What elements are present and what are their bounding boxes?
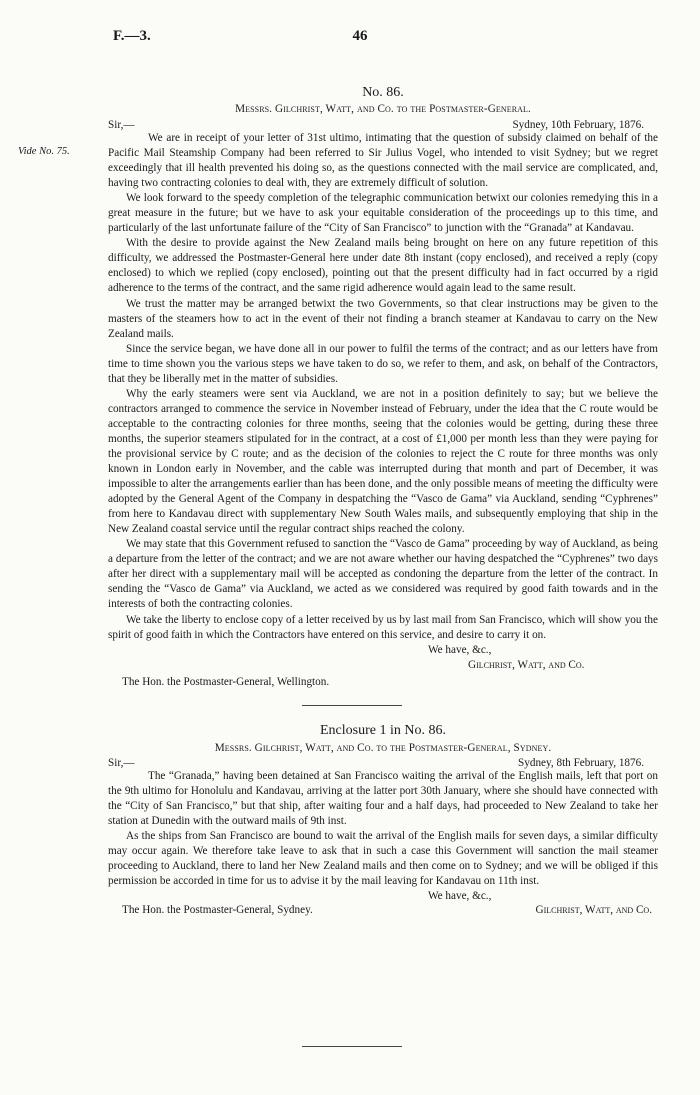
letter-from-to: Messrs. Gilchrist, Watt, and Co. to the Postmaster-General. [235,103,531,115]
enclosure-1 [108,723,658,916]
signature: Gilchrist, Watt, and Co. [535,904,652,917]
section-divider [302,1046,402,1047]
addressee: The Hon. the Postmaster-General, Wellington. [122,675,330,688]
salutation: Sir,— [108,757,135,769]
enclosure-number: Enclosure 1 in No. 86. [320,723,446,738]
paragraph: With the desire to provide against the New Zealand mails being brought on here on any future repetition of this difficulty, we addressed the Postmaster-General here under date 8th instant (copy enclosed), and received a reply (copy enclosed) to which we replied (copy enclosed), pointing out that the present difficulty had in fact occurred by a rigid adherence to the terms of the contract, and the same rigid adherence would again lead to the same result. [108,237,658,295]
paragraph: As the ships from San Francisco are bound to wait the arrival of the English mails for seven days, a similar difficulty may occur again. We therefore take leave to ask that in such a case this Government will sanction the mail steamer proceeding to Auckland, there to land her New Zealand mails and then come on to Sydney; and we will be obliged if this permission be accorded in time for us to advise it by the mail leaving for Kandavau on 11th inst. [108,830,658,888]
signature: Gilchrist, Watt, and Co. [468,658,585,671]
letter-from-to: Messrs. Gilchrist, Watt, and Co. to the Postmaster-General, Sydney. [214,742,552,754]
paragraph: Since the service began, we have done all in our power to fulfil the terms of the contract; and as our letters have from time to time shown you the various steps we have taken to do so, we refer to them, and ask, on behalf of the Contractors, that they be liberally met in the matter of subsidies. [108,342,658,385]
paragraph: We take the liberty to enclose copy of a letter received by us by last mail from San Francisco, which will show you the spirit of good faith in which the Contractors have entered on this service, and desire to carry it on. [108,613,658,641]
paragraph: The “Granada,” having been detained at San Francisco waiting the arrival of the English mails, left that port on the 9th ultimo for Honolulu and Kandavau, arriving at the latter port 30th January, where she should have connected with the “City of San Francisco,” but that ship, after waiting four and a half days, had proceeded to New Zealand to take her station at Dunedin with the outward mails of 9th inst. [108,770,658,828]
paragraph: We trust the matter may be arranged betwixt the two Governments, so that clear instructions may be given to the masters of the steamers how to act in the event of their not finding a branch steamer at Kandavau to carry on the New Zealand mails. [108,297,658,340]
closing: We have, &c., [428,643,492,656]
section-divider [302,705,402,706]
paragraph: We are in receipt of your letter of 31st ultimo, intimating that the question of subsidy claimed on behalf of the Pacific Mail Steamship Company had been referred to Sir Julius Vogel, who intended to visit Sydney; but we regret exceedingly that ill health prevented his doing so, as the questions connected with the mail service are complicated, and, having two contracting colonies to deal with, they are extremely difficult of solution. [108,132,658,190]
letter-body [108,769,658,889]
document-reference: F.—3. [113,28,151,44]
place-date: Sydney, 10th February, 1876. [512,119,644,131]
addressee: The Hon. the Postmaster-General, Sydney. [122,904,313,917]
page-number: 46 [352,28,368,44]
salutation: Sir,— [108,119,135,131]
paragraph: We may state that this Government refused to sanction the “Vasco de Gama” proceeding by way of Auckland, as being a departure from the letter of the contract; and we are not aware whether our having despatched the “Cyphrenes” two days after her direct with a supplementary mail will be accepted as condoning the departure from the letter of the contract. In sending the “Vasco de Gama” via Auckland, we acted as we considered was required by good faith towards and in the interests of both the contracting colonies. [108,538,658,611]
letter-number: No. 86. [362,85,404,100]
paragraph: Why the early steamers were sent via Auckland, we are not in a position definitely to say; but we believe the contractors arranged to commence the service in November instead of February, under the idea that the C route would be acceptable to the contracting colonies for three months, seeing that the colonies would be getting, during these three months, the superior steamers stipulated for in the contract, at a cost of £1,000 per month less than they were paying for the provisional service by C route; and as the decision of the colonies to reject the C route for three months was only known in London early in November, and the cable was interrupted during that month and part of December, it was impossible to alter the arrangements earlier than has been done, and the only possible means of meeting the difficulty were adopted by the General Agent of the Company in despatching the “Vasco de Gama” via Auckland, sending “Cyphrenes” from here to Kandavau direct with supplementary New South Wales mails, and subsequently employing that ship in the New Zealand coastal service until the regular contract ships reached the colony. [108,387,658,536]
letter-no-86 [108,85,658,690]
closing: We have, &c., [428,890,492,903]
letter-body [108,131,658,643]
margin-note: Vide No. 75. [18,146,70,157]
place-date: Sydney, 8th February, 1876. [518,757,644,769]
paragraph: We look forward to the speedy completion of the telegraphic communication betwixt our colonies remedying this in a great measure in the future; but we have to ask your equitable consideration of the proceedings up to this time, and particularly of the last unfortunate failure of the “City of San Francisco” to junction with the “Granada” at Kandavau. [108,192,658,235]
